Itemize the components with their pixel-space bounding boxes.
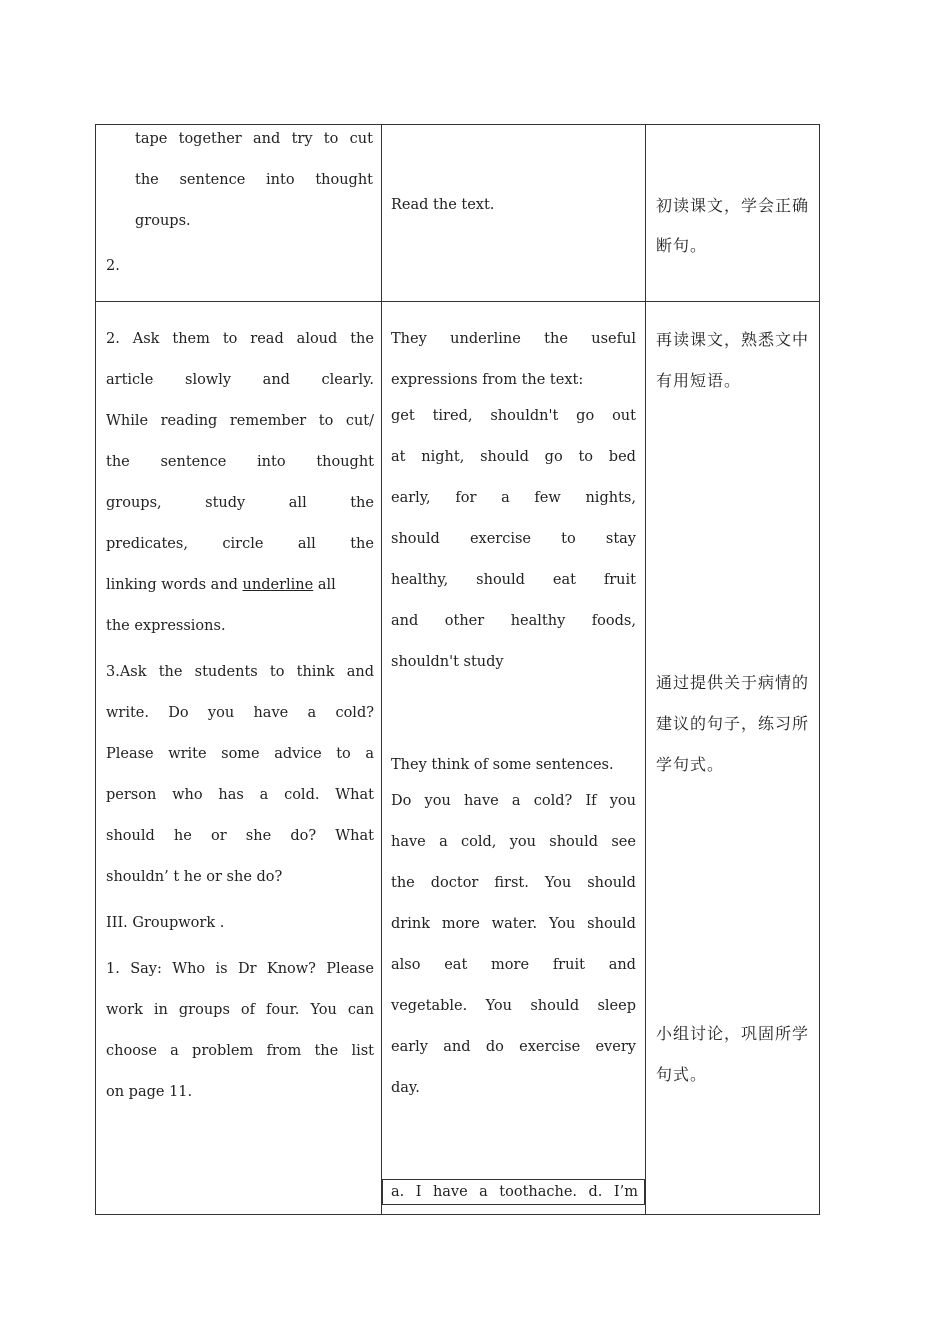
underlined-word: underline (242, 577, 314, 593)
word: exercise (519, 1039, 581, 1055)
word: write (168, 746, 207, 762)
word: and (608, 957, 636, 973)
word: the (158, 664, 183, 680)
word: see (611, 834, 636, 850)
word: write. (106, 705, 149, 721)
word: the (544, 331, 568, 347)
text-line: 通过提供关于病情的 (656, 673, 810, 692)
word: night, (421, 449, 465, 465)
word: should (549, 834, 599, 850)
word: fruit (552, 957, 585, 973)
word: a (501, 490, 510, 506)
text-line (391, 396, 636, 437)
word: first. (494, 875, 529, 891)
text-line (106, 949, 374, 990)
word: list (351, 1043, 374, 1059)
row1-col2-text: Read the text. (391, 197, 495, 213)
text-line: 2. (106, 258, 120, 274)
word: try (291, 131, 313, 147)
text-line (391, 822, 636, 863)
text-line (106, 565, 336, 606)
word: for (455, 490, 477, 506)
word: groups (178, 1002, 230, 1018)
text-line: 小组讨论，巩固所学 (656, 1024, 810, 1043)
text-line: shouldn’ t he or she do? (106, 869, 283, 885)
word: to (318, 413, 334, 429)
word: the (391, 875, 415, 891)
text-line (106, 652, 374, 693)
word: also (391, 957, 421, 973)
word: more (441, 916, 480, 932)
word: cold? (533, 793, 573, 809)
text-line (391, 478, 636, 519)
word: the (314, 1043, 339, 1059)
word: a (511, 793, 521, 809)
word: you (424, 793, 451, 809)
word: 3.Ask (106, 664, 147, 680)
row-divider (96, 301, 819, 302)
text-line (391, 781, 636, 822)
lesson-plan-table (95, 124, 820, 1215)
word: clearly. (321, 372, 374, 388)
word: you (207, 705, 235, 721)
word: a (479, 1184, 488, 1200)
word: to (561, 531, 576, 547)
word: work (106, 1002, 143, 1018)
text-line: the expressions. (106, 618, 226, 634)
word: thought (316, 454, 374, 470)
word: you (509, 834, 536, 850)
word: healthy (510, 613, 566, 629)
word: or (210, 828, 227, 844)
word: do? (290, 828, 317, 844)
text-line: on page 11. (106, 1084, 193, 1100)
word: slowly (185, 372, 232, 388)
word: early (391, 1039, 428, 1055)
word: eat (444, 957, 468, 973)
word: should (587, 916, 636, 932)
word: You (485, 998, 512, 1014)
word: a. (391, 1184, 405, 1200)
word: every (595, 1039, 636, 1055)
word: should (480, 449, 529, 465)
word: can (347, 1002, 374, 1018)
word: four. (266, 1002, 300, 1018)
text-line: 再读课文，熟悉文中 (656, 330, 810, 349)
word: to (578, 449, 594, 465)
word: bed (608, 449, 636, 465)
word: few (534, 490, 561, 506)
word: the (350, 331, 374, 347)
text-line (106, 524, 374, 565)
word: foods, (591, 613, 636, 629)
word: into (257, 454, 286, 470)
word: and (443, 1039, 471, 1055)
word: d. (588, 1184, 603, 1200)
word: nights, (585, 490, 636, 506)
word: What (335, 787, 374, 803)
word: article (106, 372, 154, 388)
embedded-problem-box (382, 1179, 645, 1205)
word: study (205, 495, 246, 511)
word: has (218, 787, 244, 803)
text-line: groups. (135, 213, 191, 229)
word: of (240, 1002, 256, 1018)
word: tired, (432, 408, 473, 424)
word: cut (349, 131, 373, 147)
word: read (250, 331, 284, 347)
word: the (135, 172, 159, 188)
word: have (253, 705, 289, 721)
text-line (391, 519, 636, 560)
text-fragment: all (317, 577, 336, 593)
text-fragment: linking words and (106, 577, 238, 593)
word: he (173, 828, 192, 844)
text-line (135, 119, 373, 160)
word: and (262, 372, 290, 388)
word: Know? (266, 961, 316, 977)
word: I (415, 1184, 422, 1200)
text-line: 有用短语。 (656, 371, 742, 390)
word: problem (192, 1043, 254, 1059)
word: early, (391, 490, 431, 506)
text-line (106, 360, 374, 401)
word: If (585, 793, 597, 809)
word: 2. (106, 331, 120, 347)
word: go (544, 449, 563, 465)
text-line: They think of some sentences. (391, 757, 614, 773)
word: cut/ (345, 413, 374, 429)
text-line: expressions from the text: (391, 372, 584, 388)
word: eat (552, 572, 576, 588)
word: out (612, 408, 636, 424)
word: do (485, 1039, 504, 1055)
word: sleep (597, 998, 636, 1014)
text-line: 断句。 (656, 236, 708, 255)
word: While (106, 413, 149, 429)
text-line (391, 560, 636, 601)
word: exercise (469, 531, 531, 547)
word: the (350, 495, 374, 511)
word: together (178, 131, 242, 147)
text-line (391, 986, 636, 1027)
word: should (587, 875, 636, 891)
word: thought (315, 172, 373, 188)
column-divider (645, 125, 646, 1214)
word: in (153, 1002, 168, 1018)
text-line: 初读课文，学会正确 (656, 196, 810, 215)
word: groups, (106, 495, 162, 511)
word: fruit (603, 572, 636, 588)
word: the (106, 454, 130, 470)
text-line (391, 437, 636, 478)
word: should (391, 531, 440, 547)
word: sentence (179, 172, 246, 188)
word: should (476, 572, 525, 588)
text-line (391, 319, 636, 360)
text-line (106, 483, 374, 524)
word: Say: (130, 961, 162, 977)
word: advice (274, 746, 322, 762)
text-line: 句式。 (656, 1065, 708, 1084)
text-line (391, 945, 636, 986)
text-line: 建议的句子，练习所 (656, 714, 810, 733)
text-line (135, 160, 373, 201)
word: aloud (296, 331, 338, 347)
text-line (106, 401, 374, 442)
word: into (266, 172, 295, 188)
word: should (530, 998, 580, 1014)
word: and (346, 664, 374, 680)
word: and (391, 613, 419, 629)
word: Ask (132, 331, 160, 347)
word: go (576, 408, 595, 424)
text-line (391, 1172, 638, 1213)
text-line (391, 601, 636, 642)
word: You (548, 916, 576, 932)
word: shouldn't (490, 408, 559, 424)
word: a (439, 834, 448, 850)
word: more (491, 957, 530, 973)
text-line (391, 904, 636, 945)
word: have (432, 1184, 468, 1200)
word: doctor (430, 875, 479, 891)
word: from (266, 1043, 302, 1059)
word: a (365, 746, 374, 762)
word: choose (106, 1043, 157, 1059)
word: You (544, 875, 572, 891)
word: Who (172, 961, 206, 977)
text-line (106, 816, 374, 857)
word: cold. (284, 787, 320, 803)
word: students (194, 664, 258, 680)
word: you (609, 793, 636, 809)
word: get (391, 408, 415, 424)
word: them (172, 331, 210, 347)
word: Please (326, 961, 374, 977)
word: she (245, 828, 272, 844)
text-line (106, 775, 374, 816)
word: drink (391, 916, 430, 932)
word: They (391, 331, 427, 347)
word: cold? (335, 705, 374, 721)
text-line (391, 863, 636, 904)
word: toothache. (499, 1184, 578, 1200)
word: a (170, 1043, 179, 1059)
text-line (106, 990, 374, 1031)
word: reading (160, 413, 218, 429)
text-line (106, 319, 374, 360)
text-line: day. (391, 1080, 420, 1096)
word: vegetable. (391, 998, 468, 1014)
word: to (336, 746, 351, 762)
word: remember (229, 413, 307, 429)
word: cold, (461, 834, 497, 850)
text-line (106, 693, 374, 734)
word: to (323, 131, 339, 147)
word: a (259, 787, 269, 803)
word: Do (391, 793, 412, 809)
word: Dr (237, 961, 257, 977)
word: should (106, 828, 155, 844)
word: water. (491, 916, 538, 932)
word: You (310, 1002, 337, 1018)
text-line (106, 734, 374, 775)
word: useful (591, 331, 636, 347)
column-divider (381, 125, 382, 1214)
text-line (106, 442, 374, 483)
word: healthy, (391, 572, 449, 588)
word: stay (605, 531, 636, 547)
text-line: 学句式。 (656, 755, 725, 774)
word: have (463, 793, 499, 809)
word: at (391, 449, 406, 465)
word: predicates, (106, 536, 188, 552)
word: Please (106, 746, 154, 762)
word: 1. (106, 961, 120, 977)
word: all (288, 495, 307, 511)
word: other (444, 613, 485, 629)
text-line (391, 1027, 636, 1068)
section-heading: III. Groupwork . (106, 915, 225, 931)
word: person (106, 787, 157, 803)
word: some (221, 746, 260, 762)
text-line: shouldn't study (391, 654, 504, 670)
word: a (307, 705, 317, 721)
word: I’m (613, 1184, 638, 1200)
word: have (391, 834, 426, 850)
word: who (172, 787, 203, 803)
word: to (269, 664, 285, 680)
word: all (297, 536, 316, 552)
word: think (296, 664, 335, 680)
word: circle (222, 536, 264, 552)
word: What (335, 828, 374, 844)
word: tape (135, 131, 168, 147)
word: Do (168, 705, 189, 721)
text-line (106, 1031, 374, 1072)
word: and (253, 131, 281, 147)
word: the (350, 536, 374, 552)
word: is (215, 961, 228, 977)
word: sentence (160, 454, 227, 470)
word: to (222, 331, 238, 347)
word: underline (450, 331, 521, 347)
